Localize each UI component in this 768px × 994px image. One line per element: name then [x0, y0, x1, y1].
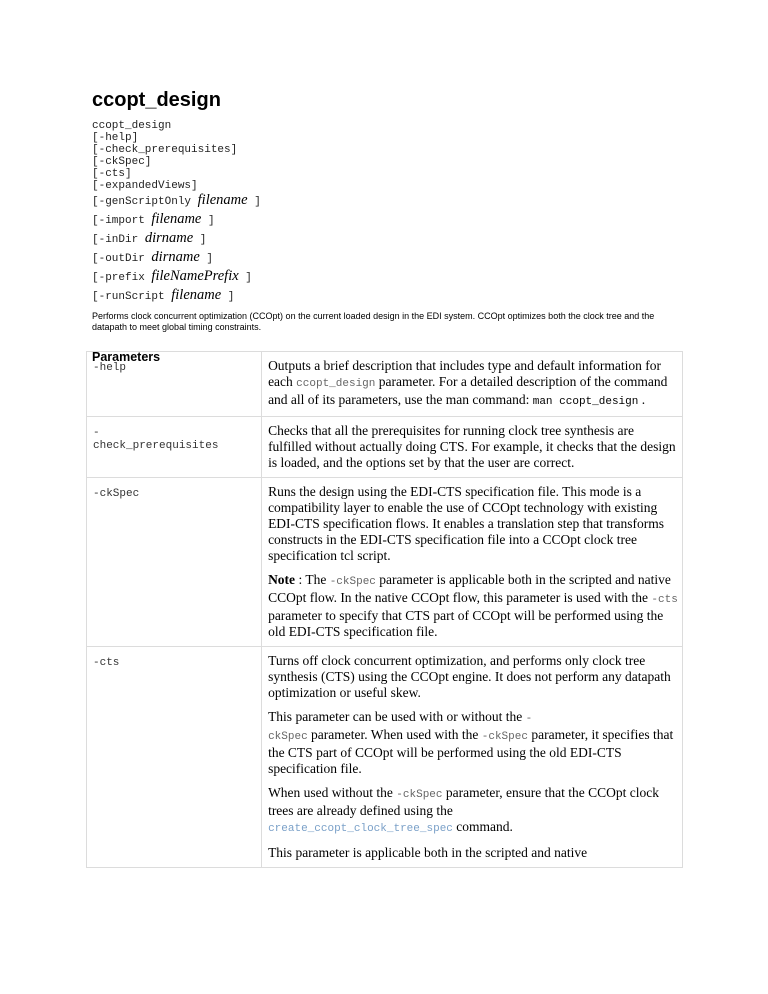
param-name-help: -help: [87, 352, 262, 417]
param-row-cts: [87, 647, 683, 868]
create-ccopt-clock-tree-spec-link[interactable]: create_ccopt_clock_tree_spec: [268, 823, 453, 835]
synopsis-cts: [-cts]: [92, 168, 132, 180]
synopsis-expanded-views: [-expandedViews]: [92, 180, 198, 192]
param-name-ckspec: -ckSpec: [87, 478, 262, 647]
synopsis-prefix: [-prefix fileNamePrefix ]: [92, 268, 252, 284]
synopsis-gen-script-only: [-genScriptOnly filename ]: [92, 192, 261, 208]
code-ccopt-design: ccopt_design: [296, 378, 376, 390]
param-name-check-prerequisites: - check_prerequisites: [87, 417, 262, 478]
param-desc-help: Outputs a brief description that includes type and default information for each ccopt_design parameter. For a detailed description of the command and all of its parameters, use the man command: man ccopt_design .: [262, 352, 683, 417]
param-desc-ckspec: Runs the design using the EDI-CTS specification file. This mode is a compatibility layer to enable the use of CCOpt technology with existing EDI-CTS specification flows. It enables a translation step that transforms constructs in the EDI-CTS specification file into a CCOpt clock tree specification tcl script. Note : The -ckSpec parameter is applicable both in the scripted and native CCOpt flow. In the native CCOpt flow, this parameter is used with the -cts parameter to specify that CTS part of CCOpt will be performed using the old EDI-CTS specification file.: [262, 478, 683, 647]
synopsis-out-dir: [-outDir dirname ]: [92, 249, 213, 265]
code-man-ccopt-design: man ccopt_design: [532, 396, 639, 408]
synopsis-ckspec: [-ckSpec]: [92, 156, 152, 168]
command-description: Performs clock concurrent optimization (CCOpt) on the current loaded design in the EDI system. CCOpt optimizes both the clock tree and the datapath to meet global timing constraints.: [92, 311, 655, 332]
page-title: ccopt_design: [92, 89, 221, 111]
param-desc-cts: Turns off clock concurrent optimization, and performs only clock tree synthesis (CTS) using the CCOpt engine. It does not perform any datapath optimization or useful skew. This parameter can be used with or without the - ckSpec parameter. When used with the -ckSpec parameter, it specifies that the CTS part of CCOpt will be performed using the old EDI-CTS specification file. When used without the -ckSpec parameter, ensure that the CCOpt clock trees are already defined using the create_ccopt_clock_tree_spec command. This parameter is applicable both in the scripted and native: [262, 647, 683, 868]
synopsis-run-script: [-runScript filename ]: [92, 287, 235, 303]
page-content: [92, 88, 692, 366]
synopsis-command: ccopt_design: [92, 120, 172, 132]
synopsis-check-prerequisites: [-check_prerequisites]: [92, 144, 238, 156]
parameters-heading: Parameters: [92, 350, 161, 364]
param-row-help: [87, 352, 683, 417]
param-row-check-prerequisites: [87, 417, 683, 478]
synopsis-in-dir: [-inDir dirname ]: [92, 230, 207, 246]
synopsis: [92, 120, 692, 306]
synopsis-import: [-import filename ]: [92, 211, 215, 227]
ckspec-note: Note : The -ckSpec parameter is applicable both in the scripted and native CCOpt flow. In the native CCOpt flow, this parameter is used with the -cts parameter to specify that CTS part of CCOpt will be performed using the old EDI-CTS specification file.: [268, 572, 678, 639]
param-name-cts: -cts: [87, 647, 262, 868]
param-desc-check-prerequisites: Checks that all the prerequisites for running clock tree synthesis are fulfilled without actually doing CTS. For example, it checks that the design is loaded, and the options set by that the user are correct.: [262, 417, 683, 478]
param-row-ckspec: [87, 478, 683, 647]
parameters-table: [86, 351, 683, 868]
synopsis-help: [-help]: [92, 132, 139, 144]
